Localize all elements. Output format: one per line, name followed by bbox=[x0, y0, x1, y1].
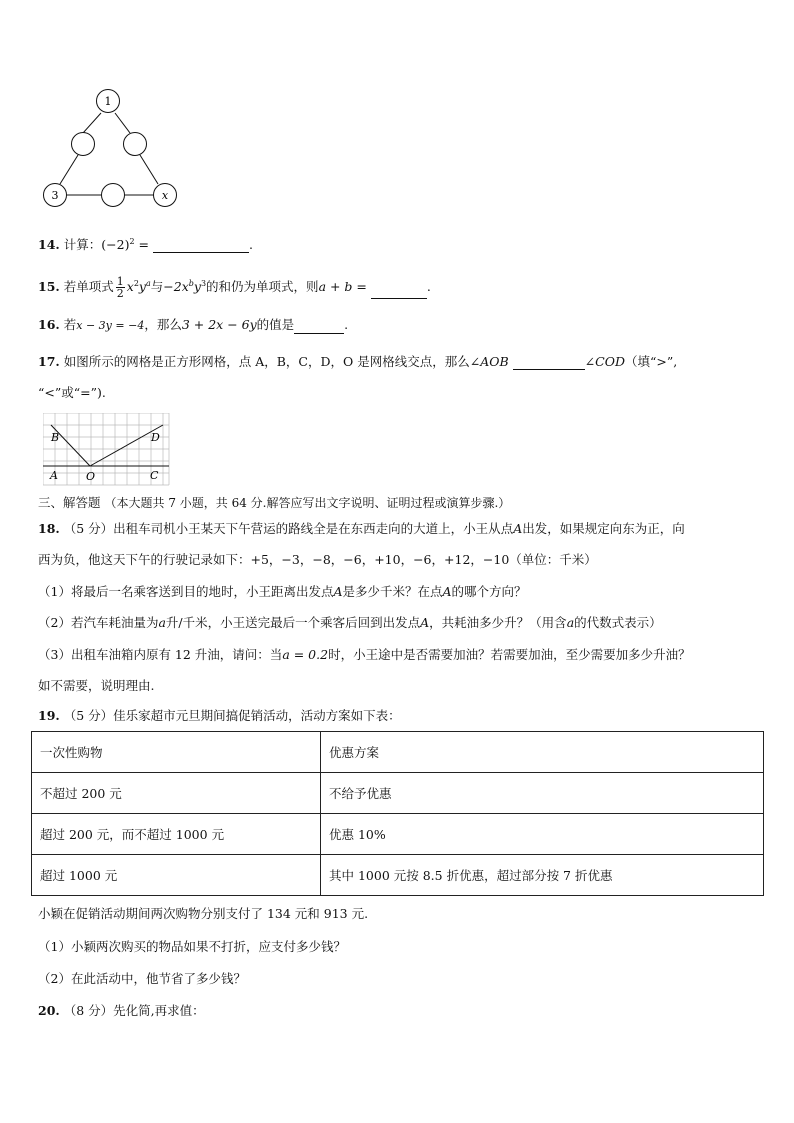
circle-bottom-left-label: 3 bbox=[51, 189, 59, 202]
q16-condition: x − 3y = −4 bbox=[76, 319, 145, 332]
table-header-row bbox=[32, 732, 764, 773]
q18-sub3-line2: 如不需要，说明理由. bbox=[38, 678, 155, 693]
answer-blank[interactable] bbox=[153, 239, 249, 253]
question-19-sub1 bbox=[38, 939, 346, 955]
q18-line1a: （5 分）出租车司机小王某天下午营运的路线全是在东西走向的大道上，小王从点 bbox=[63, 521, 514, 536]
section-title: 三、解答题 bbox=[38, 495, 101, 510]
q17-text3: （填“>”, bbox=[625, 354, 678, 369]
table-header-cell: 优惠方案 bbox=[321, 732, 764, 773]
point-var: A bbox=[442, 584, 452, 599]
question-number: 15. bbox=[38, 279, 60, 295]
q17-angle2: COD bbox=[595, 354, 625, 369]
question-19-after bbox=[38, 906, 368, 922]
table-row bbox=[32, 773, 764, 814]
q15-text2: 与 bbox=[150, 279, 164, 295]
question-16 bbox=[38, 317, 348, 334]
q17-text2: ∠ bbox=[584, 354, 596, 369]
q15-text1: 若单项式 bbox=[63, 279, 114, 295]
question-18-line2 bbox=[38, 552, 597, 568]
q15-end: . bbox=[426, 279, 431, 295]
point-var: A bbox=[513, 521, 523, 536]
question-number: 14. bbox=[38, 237, 60, 253]
question-19-sub2 bbox=[38, 971, 246, 987]
q18-sub2c: ，共耗油多少升？（用含 bbox=[429, 615, 567, 630]
point-D-label: D bbox=[151, 431, 160, 444]
question-17-line2 bbox=[38, 385, 106, 401]
q15-term1b-exp: a bbox=[145, 279, 151, 288]
circle-mid-right bbox=[124, 133, 147, 156]
q16-text1: 若 bbox=[63, 317, 77, 332]
q17-line2: “<”或“=”). bbox=[38, 385, 106, 400]
point-O-label: O bbox=[86, 470, 96, 483]
q16-end: . bbox=[344, 317, 349, 332]
q17-angle1: AOB bbox=[480, 354, 509, 369]
section-note: （本大题共 7 小题，共 64 分.解答应写出文字说明、证明过程或演算步骤.） bbox=[104, 496, 511, 510]
fraction bbox=[116, 276, 125, 299]
table-header-cell: 一次性购物 bbox=[32, 732, 321, 773]
q19-after: 小颖在促销活动期间两次购物分别支付了 134 元和 913 元. bbox=[38, 906, 369, 921]
answer-blank[interactable] bbox=[513, 356, 585, 370]
question-18-sub1 bbox=[38, 584, 527, 600]
variable-a: a bbox=[158, 615, 166, 630]
table-cell: 超过 200 元，而不超过 1000 元 bbox=[32, 814, 321, 855]
question-18-sub2 bbox=[38, 615, 662, 631]
answer-blank[interactable] bbox=[371, 285, 427, 299]
circle-mid-left bbox=[72, 133, 95, 156]
q18-sub3a: （3）出租车油箱内原有 12 升油，请问：当 bbox=[38, 647, 283, 662]
fraction-numerator: 1 bbox=[116, 275, 124, 289]
table-row bbox=[32, 814, 764, 855]
question-15 bbox=[38, 276, 431, 299]
q18-sub1b: 是多少千米？在点 bbox=[342, 584, 443, 599]
q16-text3: 的值是 bbox=[256, 317, 295, 332]
q15-expression: a + b = bbox=[318, 279, 371, 295]
point-var: A bbox=[333, 584, 343, 599]
point-C-label: C bbox=[150, 469, 159, 482]
q18-sub1a: （1）将最后一名乘客送到目的地时，小王距离出发点 bbox=[38, 584, 334, 599]
q18-sub2a: （2）若汽车耗油量为 bbox=[38, 615, 159, 630]
q18-sub2d: 的代数式表示） bbox=[574, 615, 662, 630]
q18-sub3b: 时，小王途中是否需要加油？若需要加油，至少需要加多少升油？ bbox=[328, 647, 691, 662]
question-number: 18. bbox=[38, 521, 60, 536]
q19-sub1: （1）小颖两次购买的物品如果不打折，应支付多少钱？ bbox=[38, 939, 346, 954]
point-var: A bbox=[420, 615, 430, 630]
question-18 bbox=[38, 521, 685, 537]
q15-text3: 的和仍为单项式，则 bbox=[206, 279, 319, 295]
answer-blank[interactable] bbox=[294, 320, 344, 334]
table-cell: 其中 1000 元按 8.5 折优惠，超过部分按 7 折优惠 bbox=[321, 855, 764, 896]
q15-term1-exp: 2 bbox=[133, 279, 139, 288]
q16-text2: ，那么 bbox=[144, 317, 182, 332]
q15-term1: x bbox=[126, 279, 134, 295]
q14-expression: (−2) bbox=[101, 237, 130, 253]
q15-term2: −2x bbox=[163, 279, 189, 295]
question-number: 19. bbox=[38, 708, 60, 723]
q18-sub1c: 的哪个方向？ bbox=[451, 584, 527, 599]
table-cell: 不给予优惠 bbox=[321, 773, 764, 814]
q18-line2: 西为负，他这天下午的行驶记录如下：+5，−3，−8，−6，+10，−6，+12，−10（单位：千米） bbox=[38, 552, 597, 567]
q20-text: （8 分）先化简,再求值： bbox=[63, 1003, 205, 1018]
table-cell: 超过 1000 元 bbox=[32, 855, 321, 896]
q15-term1b: y bbox=[138, 279, 146, 295]
question-14 bbox=[38, 234, 253, 253]
question-18-sub3 bbox=[38, 647, 691, 663]
question-18-sub3-line2 bbox=[38, 678, 154, 694]
q19-intro: （5 分）佳乐家超市元旦期间搞促销活动，活动方案如下表： bbox=[63, 708, 401, 723]
point-B-label: B bbox=[51, 431, 60, 444]
question-number: 17. bbox=[38, 354, 60, 369]
fraction-denominator: 2 bbox=[116, 287, 124, 301]
circle-top-label: 1 bbox=[104, 95, 112, 108]
circle-bottom-right-label: x bbox=[161, 189, 169, 202]
q16-expression: 3 + 2x − 6y bbox=[181, 317, 257, 332]
question-number: 20. bbox=[38, 1003, 60, 1018]
table-cell: 不超过 200 元 bbox=[32, 773, 321, 814]
number-triangle-figure bbox=[38, 88, 183, 213]
variable-a: a bbox=[566, 615, 575, 630]
question-19 bbox=[38, 708, 401, 724]
question-20 bbox=[38, 1003, 205, 1019]
q15-term2b: y bbox=[193, 279, 201, 295]
promotion-table bbox=[31, 731, 764, 896]
grid-figure bbox=[43, 413, 170, 486]
question-number: 16. bbox=[38, 317, 60, 332]
table-cell: 优惠 10% bbox=[321, 814, 764, 855]
q18-sub3-expression: a = 0.2 bbox=[282, 647, 329, 662]
q19-sub2: （2）在此活动中，他节省了多少钱？ bbox=[38, 971, 246, 986]
question-17 bbox=[38, 354, 677, 370]
q18-sub2b: 升/千米，小王送完最后一个乘客后回到出发点 bbox=[165, 615, 421, 630]
point-A-label: A bbox=[50, 469, 58, 482]
q14-prefix: 计算： bbox=[63, 237, 102, 253]
q15-term2b-exp: 3 bbox=[200, 279, 207, 288]
circle-bottom-mid bbox=[102, 184, 125, 207]
q18-line1b: 出发，如果规定向东为正，向 bbox=[522, 521, 685, 536]
q14-exponent: 2 bbox=[129, 237, 135, 246]
q14-end: . bbox=[248, 237, 253, 253]
q14-equals: = bbox=[134, 237, 153, 253]
q17-text1: 如图所示的网格是正方形网格，点 A，B，C，D，O 是网格线交点，那么∠ bbox=[63, 354, 481, 369]
table-row bbox=[32, 855, 764, 896]
section-3-heading bbox=[38, 495, 510, 511]
q15-term2-exp: b bbox=[188, 279, 194, 288]
